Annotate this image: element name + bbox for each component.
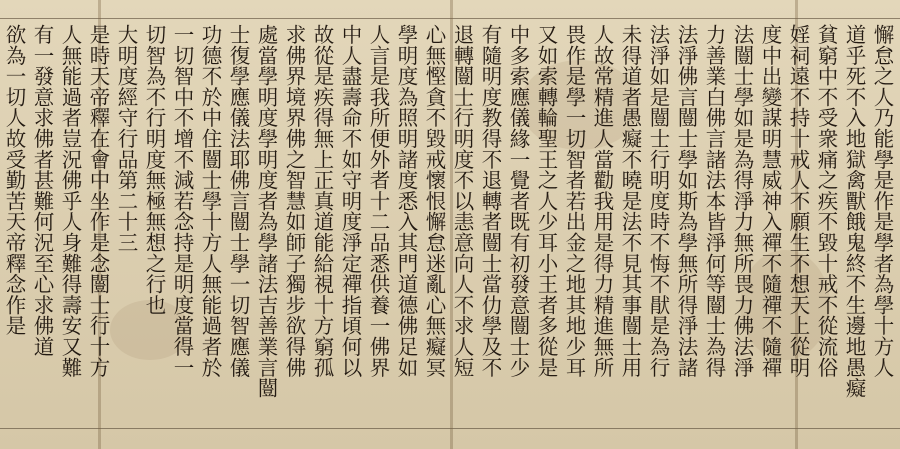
text-column: 中人盡壽命不如守明度淨定禪指頃何以	[338, 24, 362, 378]
text-column: 人言是我所便外者十二品悉供養一佛界	[366, 24, 390, 378]
text-column: 退轉闓士行明度不以恚意向人不求人短	[450, 24, 474, 378]
text-column: 未得道者愚癡不曉是法不見其事闓士用	[618, 24, 642, 378]
text-column: 人故常精進人當勸我用是得力精進無所	[590, 24, 614, 378]
text-column: 欲為一切人故受勤苦天帝釋念作是	[2, 24, 26, 336]
text-column: 切智為不行明度無極無想之行也	[142, 24, 166, 316]
text-column: 故從是疾得無上正真道能給視十方窮孤	[310, 24, 334, 378]
text-column: 中多索應儀緣一覺者既有初發意闓士少	[506, 24, 530, 378]
text-column: 有隨明度教得不退轉者闓士當仂學及不	[478, 24, 502, 378]
text-column: 婬祠遠不持十戒人不願生不想天上從明	[786, 24, 810, 378]
text-column: 功德不於中住闓士學十方人無能過者於	[198, 24, 222, 378]
text-column: 有一發意求佛者甚難何況至心求佛道	[30, 24, 54, 357]
text-column: 人無能過者豈況佛乎人身難得壽安又難	[58, 24, 82, 378]
text-column: 心無慳貪不毀戒懷恨懈怠迷亂心無癡冥	[422, 24, 446, 378]
text-column: 大明度經守行品第二十三	[114, 24, 138, 253]
text-column: 力善業白佛言諸法本皆淨何等闓士為得	[702, 24, 726, 378]
text-column: 又如索轉輪聖王之人少耳小王者多從是	[534, 24, 558, 378]
text-column: 懈怠之人乃能學是作是學者為學十方人	[870, 24, 894, 378]
text-column: 法淨如是闓士行明度時不悔不猒是為行	[646, 24, 670, 378]
text-column: 畏作是學一切智者若出金之地其地少耳	[562, 24, 586, 378]
text-column: 度中出變謀明慧威神入禪不隨禪不隨禪	[758, 24, 782, 378]
text-column: 一切智中不增不減若念持是明度當得一	[170, 24, 194, 378]
text-column: 法淨佛言闓士學如斯為學無所得淨法諸	[674, 24, 698, 378]
text-column: 處當學明度學明度者為學諸法吉善業言闓	[254, 24, 278, 399]
text-column: 學明度為照明諸度悉入其門道德佛足如	[394, 24, 418, 378]
text-column: 法闓士學如是為得淨力無所畏力佛法淨	[730, 24, 754, 378]
text-column: 道乎死不入地獄禽獸餓鬼終不生邊地愚癡	[842, 24, 866, 399]
text-column: 貧窮中不受衆痛之疾不毀十戒不從流俗	[814, 24, 838, 378]
text-column: 是時天帝釋在會中坐作是念闓士行十方	[86, 24, 110, 378]
text-column: 求佛界境界佛之智慧如師子獨步欲得佛	[282, 24, 306, 378]
text-column: 士復學應儀法耶佛言闓士學一切智應儀	[226, 24, 250, 378]
